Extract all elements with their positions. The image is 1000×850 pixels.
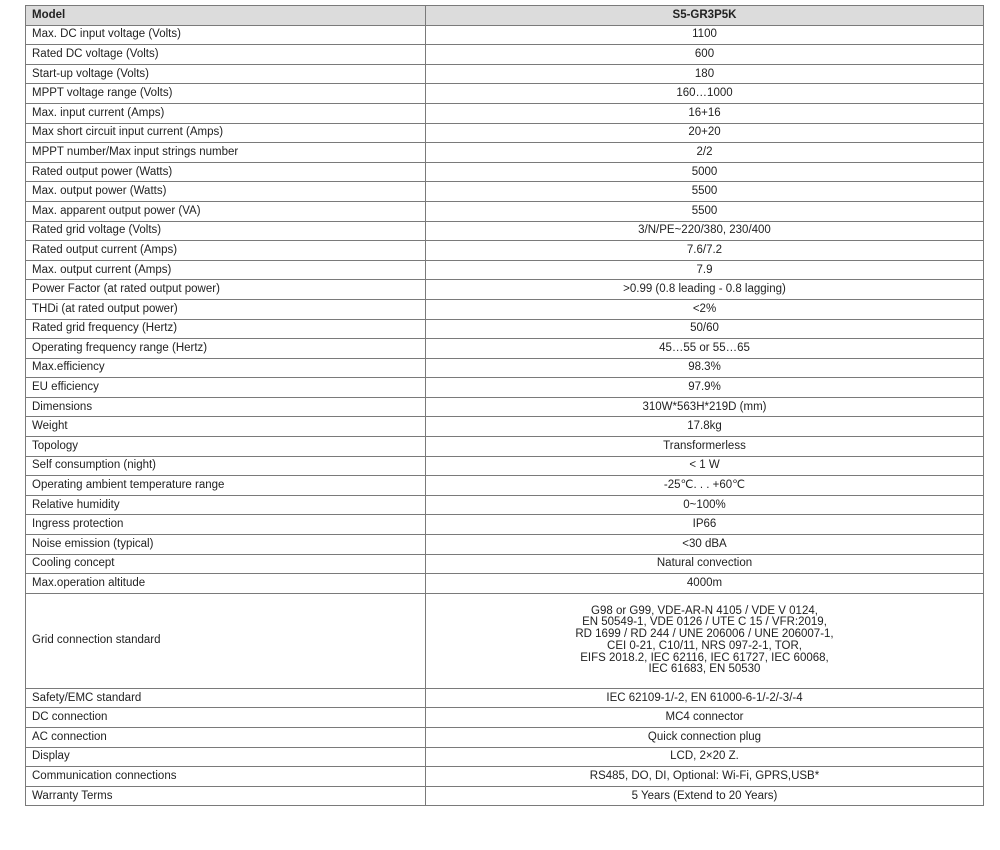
table-row (26, 162, 984, 182)
spec-value: 20+20 (426, 123, 984, 143)
table-row (26, 339, 984, 359)
spec-value: 600 (426, 45, 984, 65)
spec-value: 98.3% (426, 358, 984, 378)
spec-value: 45…55 or 55…65 (426, 339, 984, 359)
spec-label: Max. output current (Amps) (26, 260, 426, 280)
table-row (26, 299, 984, 319)
spec-value: 17.8kg (426, 417, 984, 437)
spec-label: Self consumption (night) (26, 456, 426, 476)
spec-label: MPPT number/Max input strings number (26, 143, 426, 163)
table-row (26, 437, 984, 457)
table-row (26, 476, 984, 496)
spec-value: 2/2 (426, 143, 984, 163)
standard-line: RD 1699 / RD 244 / UNE 206006 / UNE 206007-1, (575, 628, 834, 641)
spec-label: Max. DC input voltage (Volts) (26, 25, 426, 45)
spec-label: Rated grid voltage (Volts) (26, 221, 426, 241)
spec-value: Quick connection plug (426, 728, 984, 748)
spec-value: MC4 connector (426, 708, 984, 728)
grid-connection-standards (426, 593, 984, 688)
spec-value: 0~100% (426, 495, 984, 515)
table-row (26, 417, 984, 437)
spec-label: Max. apparent output power (VA) (26, 201, 426, 221)
spec-value: 7.9 (426, 260, 984, 280)
table-row (26, 280, 984, 300)
spec-value: 1100 (426, 25, 984, 45)
spec-label: Grid connection standard (26, 593, 426, 688)
spec-label: Start-up voltage (Volts) (26, 64, 426, 84)
spec-value: >0.99 (0.8 leading - 0.8 lagging) (426, 280, 984, 300)
standard-line: IEC 61683, EN 50530 (648, 663, 761, 676)
spec-value: 310W*563H*219D (mm) (426, 397, 984, 417)
spec-label: Power Factor (at rated output power) (26, 280, 426, 300)
spec-label: Noise emission (typical) (26, 535, 426, 555)
spec-value: IEC 62109-1/-2, EN 61000-6-1/-2/-3/-4 (426, 688, 984, 708)
table-row (26, 143, 984, 163)
table-row (26, 103, 984, 123)
spec-label: EU efficiency (26, 378, 426, 398)
spec-value: 97.9% (426, 378, 984, 398)
table-row (26, 554, 984, 574)
spec-value: 5 Years (Extend to 20 Years) (426, 786, 984, 806)
table-row-grid-connection (26, 593, 984, 688)
table-row (26, 495, 984, 515)
table-row (26, 319, 984, 339)
spec-value: 3/N/PE~220/380, 230/400 (426, 221, 984, 241)
table-row (26, 260, 984, 280)
spec-label: Safety/EMC standard (26, 688, 426, 708)
table-row (26, 535, 984, 555)
standard-line: EN 50549-1, VDE 0126 / UTE C 15 / VFR:2019, (582, 616, 827, 629)
spec-label: Communication connections (26, 767, 426, 787)
spec-value: LCD, 2×20 Z. (426, 747, 984, 767)
spec-value: IP66 (426, 515, 984, 535)
spec-label: Max short circuit input current (Amps) (26, 123, 426, 143)
spec-table-body (26, 6, 984, 806)
table-row (26, 708, 984, 728)
table-row (26, 201, 984, 221)
standard-line: EIFS 2018.2, IEC 62116, IEC 61727, IEC 60068, (580, 651, 829, 664)
spec-value: Natural convection (426, 554, 984, 574)
table-row (26, 182, 984, 202)
table-row (26, 45, 984, 65)
spec-value: 5000 (426, 162, 984, 182)
spec-label: Ingress protection (26, 515, 426, 535)
table-row (26, 358, 984, 378)
spec-label: Relative humidity (26, 495, 426, 515)
table-row (26, 25, 984, 45)
spec-value: 180 (426, 64, 984, 84)
spec-label: THDi (at rated output power) (26, 299, 426, 319)
spec-label: Display (26, 747, 426, 767)
spec-value: < 1 W (426, 456, 984, 476)
spec-value: -25℃. . . +60℃ (426, 476, 984, 496)
header-label: Model (26, 6, 426, 26)
spec-label: Max.efficiency (26, 358, 426, 378)
standard-line: G98 or G99, VDE-AR-N 4105 / VDE V 0124, (591, 604, 818, 617)
spec-table (25, 5, 984, 806)
table-row (26, 456, 984, 476)
header-value: S5-GR3P5K (426, 6, 984, 26)
table-row (26, 64, 984, 84)
spec-label: AC connection (26, 728, 426, 748)
spec-label: Rated DC voltage (Volts) (26, 45, 426, 65)
spec-label: Max.operation altitude (26, 574, 426, 594)
table-row (26, 574, 984, 594)
spec-value: 5500 (426, 201, 984, 221)
table-row (26, 767, 984, 787)
table-row (26, 397, 984, 417)
spec-label: Dimensions (26, 397, 426, 417)
spec-label: Max. output power (Watts) (26, 182, 426, 202)
spec-value: 7.6/7.2 (426, 241, 984, 261)
spec-value: RS485, DO, DI, Optional: Wi-Fi, GPRS,USB* (426, 767, 984, 787)
spec-label: Weight (26, 417, 426, 437)
table-row (26, 123, 984, 143)
standard-line: CEI 0-21, C10/11, NRS 097-2-1, TOR, (607, 639, 802, 652)
table-row (26, 378, 984, 398)
table-row (26, 221, 984, 241)
spec-value: 4000m (426, 574, 984, 594)
table-row (26, 786, 984, 806)
spec-value: 5500 (426, 182, 984, 202)
spec-label: MPPT voltage range (Volts) (26, 84, 426, 104)
spec-value: <30 dBA (426, 535, 984, 555)
table-row (26, 728, 984, 748)
spec-value: 50/60 (426, 319, 984, 339)
spec-label: Operating ambient temperature range (26, 476, 426, 496)
spec-value: Transformerless (426, 437, 984, 457)
spec-label: Rated output current (Amps) (26, 241, 426, 261)
table-header-row (26, 6, 984, 26)
table-row (26, 688, 984, 708)
spec-value: 16+16 (426, 103, 984, 123)
spec-label: Cooling concept (26, 554, 426, 574)
spec-label: Topology (26, 437, 426, 457)
spec-label: Rated output power (Watts) (26, 162, 426, 182)
spec-label: Rated grid frequency (Hertz) (26, 319, 426, 339)
table-row (26, 747, 984, 767)
spec-label: Operating frequency range (Hertz) (26, 339, 426, 359)
spec-label: DC connection (26, 708, 426, 728)
spec-value: 160…1000 (426, 84, 984, 104)
spec-label: Max. input current (Amps) (26, 103, 426, 123)
table-row (26, 515, 984, 535)
spec-label: Warranty Terms (26, 786, 426, 806)
table-row (26, 84, 984, 104)
table-row (26, 241, 984, 261)
spec-value: <2% (426, 299, 984, 319)
